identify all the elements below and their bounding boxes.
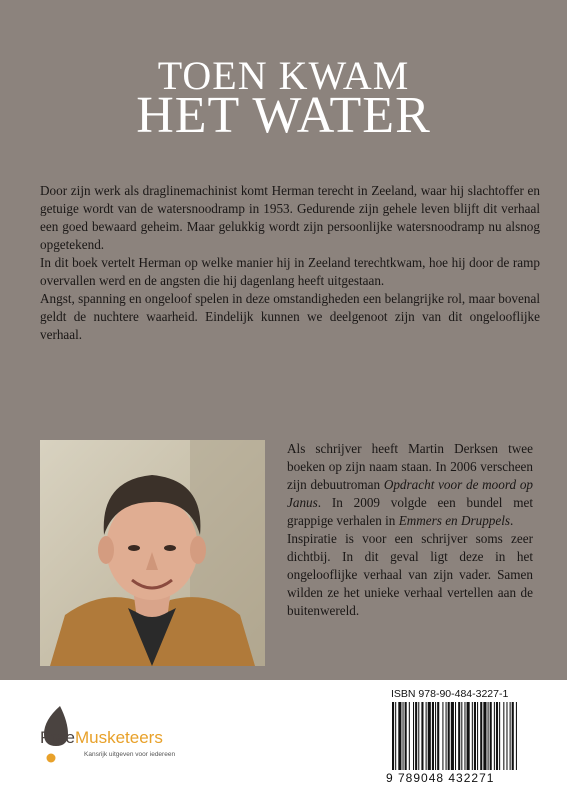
blurb-paragraph: Angst, spanning en ongeloof spelen in deze omstandigheden een belangrijke rol, maar bovenal geldt de nuchtere waarheid. Eindelijk kunnen we deelgenoot zijn van dit ongelooflijke verhaal. — [40, 291, 540, 342]
blurb-paragraph: Door zijn werk als draglinemachinist komt Herman terecht in Zeeland, waar hij slachtoffer en getuige wordt van de watersnoodramp in 1953. Gedurende zijn gehele leven blijft dit verhaal een goed bewaard geheim. Maar gelukkig wordt zijn persoonlijke watersnoodramp nu alsnog opgetekend. — [40, 183, 540, 252]
barcode-bar — [472, 702, 473, 770]
barcode-bar — [451, 702, 454, 770]
barcode-bar — [428, 702, 431, 770]
barcode-bar — [480, 702, 482, 770]
barcode-bar — [499, 702, 500, 770]
bio-text: Als schrijver heeft Martin Derksen twee boeken op zijn naam staan. In 2006 verscheen zijn debuutroman — [287, 441, 533, 492]
barcode-bar — [488, 702, 489, 770]
author-portrait-icon — [40, 440, 265, 666]
bio-paragraph: Inspiratie is voor een schrijver soms zeer dichtbij. In dit geval ligt deze in het ongelooflijke verhaal van zijn vader. Samen wilden ze het unieke verhaal vertellen aan de buitenwereld. — [287, 531, 533, 618]
barcode-bar — [461, 702, 462, 770]
barcode-bar — [415, 702, 417, 770]
barcode-bar — [464, 702, 465, 770]
barcode-bar — [458, 702, 460, 770]
barcode-bar — [512, 702, 514, 770]
title-line-1: TOEN KWAM — [157, 53, 410, 98]
barcode-bar — [432, 702, 434, 770]
barcode-bar — [474, 702, 476, 770]
blurb-paragraph: In dit boek vertelt Herman op welke manier hij in Zeeland terechtkwam, hoe hij door de ramp overvallen werd en de angsten die hij dagenlang heeft uitgestaan. — [40, 255, 540, 288]
barcode-bar — [494, 702, 495, 770]
barcode-digits: 9 789048 432271 — [386, 771, 495, 785]
barcode-bar — [446, 702, 447, 770]
barcode-bar — [455, 702, 456, 770]
author-photo — [40, 440, 265, 666]
barcode-bar — [506, 702, 507, 770]
bio-paragraph — [287, 440, 533, 530]
barcode-bar — [421, 702, 423, 770]
barcode-bar — [483, 702, 486, 770]
title-line-2: HET WATER — [136, 87, 431, 144]
barcode-bar — [442, 702, 443, 770]
barcode-bar — [503, 702, 504, 770]
barcode-bar — [435, 702, 436, 770]
barcode-bar — [467, 702, 470, 770]
barcode-icon — [390, 702, 550, 772]
bio-text: . In 2009 volgde een bundel met grappige verhalen in — [287, 495, 533, 528]
author-bio — [287, 440, 533, 620]
publisher-tagline: Kansrijk uitgeven voor iedereen — [84, 751, 176, 758]
barcode-bar — [510, 702, 511, 770]
publisher-name-part: Free — [40, 728, 75, 747]
barcode-bar — [477, 702, 478, 770]
blurb-text — [40, 182, 540, 344]
barcode-bar — [403, 702, 404, 770]
barcode-bar — [413, 702, 414, 770]
barcode-bar — [395, 702, 396, 770]
barcode-bar — [426, 702, 427, 770]
barcode-bar — [437, 702, 439, 770]
publisher-name-part: Musketeers — [74, 728, 163, 747]
barcode-bar — [398, 702, 401, 770]
bio-text: . — [510, 513, 514, 528]
barcode-bar — [490, 702, 492, 770]
barcode-bar — [409, 702, 410, 770]
book-title: Emmers en Druppels — [398, 513, 511, 528]
isbn-label: ISBN 978-90-484-3227-1 — [391, 688, 509, 700]
publisher-name — [40, 728, 163, 748]
barcode-bar — [448, 702, 450, 770]
book-title: Opdracht voor de moord op Janus — [287, 477, 534, 510]
barcode-bar — [392, 702, 394, 770]
barcode-bar — [496, 702, 498, 770]
barcode-bar — [405, 702, 407, 770]
barcode-bar — [516, 702, 517, 770]
barcode-bar — [418, 702, 419, 770]
